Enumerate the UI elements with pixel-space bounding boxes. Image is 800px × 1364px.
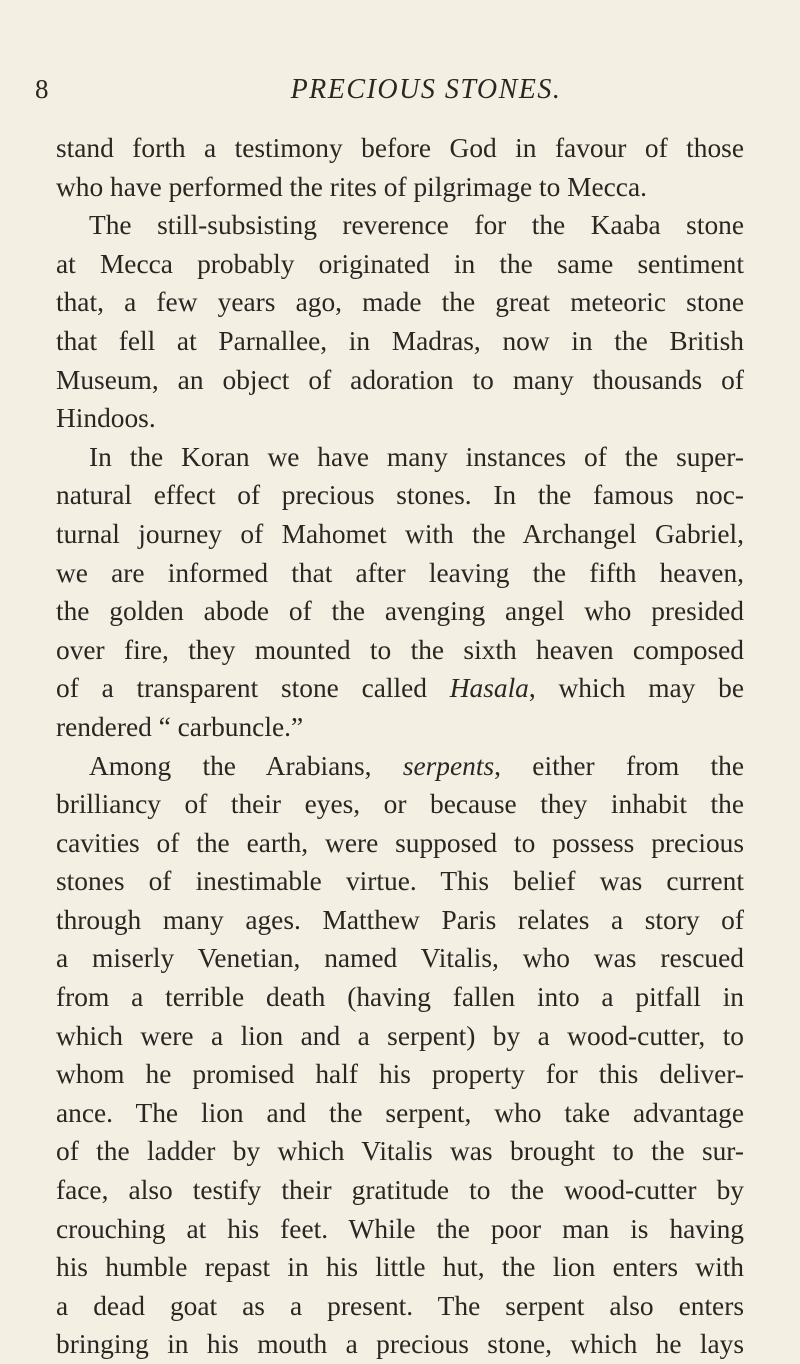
text-segment: of a transparent stone called: [56, 673, 450, 704]
italic-term: serpents: [402, 750, 495, 781]
text-line: over fire, they mounted to the sixth heaven composed: [56, 634, 744, 665]
text-line: ance. The lion and the serpent, who take advantage: [56, 1097, 744, 1128]
text-line: which were a lion and a serpent) by a wood-cutter, to: [56, 1020, 744, 1051]
page-header: [35, 74, 757, 114]
text-segment: Among the Arabians,: [89, 750, 403, 781]
text-line: from a terrible death (having fallen into a pitfall in: [56, 982, 744, 1013]
text-line: [56, 669, 744, 708]
text-line: face, also testify their gratitude to the wood-cutter by: [56, 1175, 744, 1206]
text-line: that, a few years ago, made the great meteoric stone: [56, 287, 744, 318]
text-line: [56, 747, 744, 786]
text-line: the golden abode of the avenging angel who presided: [56, 596, 744, 627]
body-text: [56, 129, 744, 1364]
text-line: Hindoos.: [56, 403, 156, 434]
text-line: a dead goat as a present. The serpent also enters: [56, 1290, 744, 1321]
text-line: cavities of the earth, were supposed to possess precious: [56, 827, 744, 858]
text-line: In the Koran we have many instances of the super-: [89, 441, 744, 472]
page-number: 8: [35, 74, 49, 104]
text-line: through many ages. Matthew Paris relates a story of: [56, 904, 744, 935]
text-line: his humble repast in his little hut, the lion enters with: [56, 1252, 744, 1283]
text-line: bringing in his mouth a precious stone, which he lays: [56, 1329, 744, 1360]
text-line: rendered “ carbuncle.”: [56, 711, 304, 742]
text-segment: , either from the: [494, 750, 744, 781]
text-line: we are informed that after leaving the fifth heaven,: [56, 557, 744, 588]
text-line: at Mecca probably originated in the same sentiment: [56, 248, 744, 279]
text-line: Museum, an object of adoration to many thousands of: [56, 364, 744, 395]
text-line: turnal journey of Mahomet with the Archangel Gabriel,: [56, 518, 744, 549]
text-line: stones of inestimable virtue. This belief was current: [56, 866, 744, 897]
text-line: The still-subsisting reverence for the Kaaba stone: [89, 210, 744, 241]
text-line: of the ladder by which Vitalis was brought to the sur-: [56, 1136, 744, 1167]
text-line: who have performed the rites of pilgrimage to Mecca.: [56, 171, 647, 202]
text-line: a miserly Venetian, named Vitalis, who was rescued: [56, 943, 744, 974]
text-line: stand forth a testimony before God in favour of those: [56, 133, 744, 163]
text-line: brilliancy of their eyes, or because they inhabit the: [56, 789, 744, 820]
text-line: natural effect of precious stones. In the famous noc-: [56, 480, 744, 511]
italic-term: Hasala: [449, 673, 529, 704]
text-line: whom he promised half his property for this deliver-: [56, 1059, 744, 1090]
running-title: PRECIOUS STONES.: [290, 74, 562, 105]
text-line: that fell at Parnallee, in Madras, now in the British: [56, 325, 744, 356]
text-segment: , which may be: [528, 673, 744, 704]
text-line: crouching at his feet. While the poor man is having: [56, 1213, 744, 1244]
